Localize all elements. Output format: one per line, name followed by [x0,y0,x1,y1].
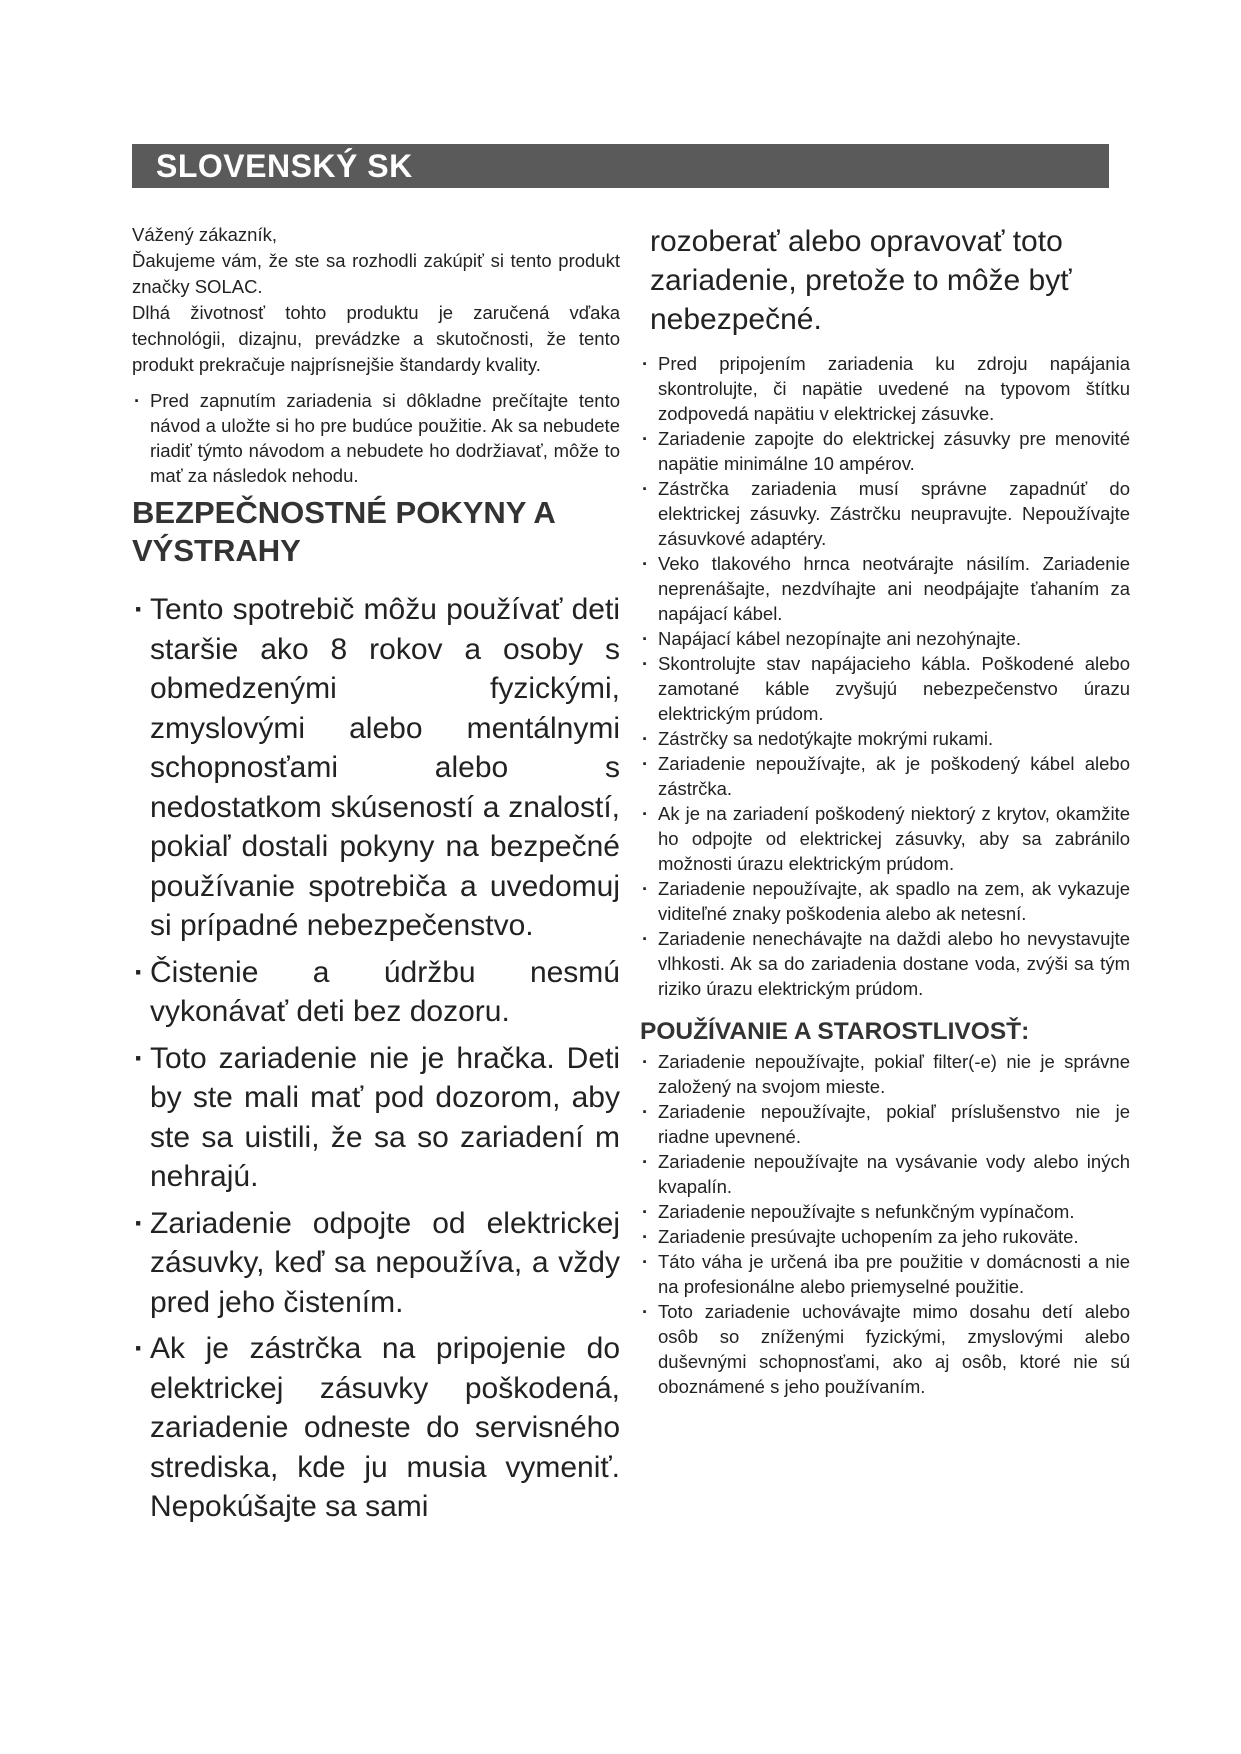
list-item: · Ak je na zariadení poškodený niektorý z krytov, okamžite ho odpojte od elektrickej zásuvky, aby sa zabránilo možnosti úrazu elektrickým prúdom. [640,801,1130,876]
list-item: · Zástrčky sa nedotýkajte mokrými rukami. [640,726,1130,751]
list-item: · Zariadenie nepoužívajte s nefunkčným vypínačom. [640,1199,1130,1224]
list-item: · Pred zapnutím zariadenia si dôkladne prečítajte tento návod a uložte si ho pre budúce použitie. Ak sa nebudete riadiť týmto návodom a nebudete ho dodržiavať, môže to mať za následok nehodu. [132,388,620,488]
list-item: · Pred pripojením zariadenia ku zdroju napájania skontrolujte, či napätie uvedené na typovom štítku zodpovedá napätiu v elektrickej zásuvke. [640,351,1130,426]
continued-warning: rozoberať alebo opravovať toto zariadenie, pretože to môže byť nebezpečné. [650,225,1072,336]
usage-list [640,1049,1130,1399]
list-item: · Skontrolujte stav napájacieho kábla. Poškodené alebo zamotané káble zvyšujú nebezpečenstvo úrazu elektrickým prúdom. [640,651,1130,726]
list-item: · Tento spotrebič môžu používať deti staršie ako 8 rokov a osoby s obmedzenými fyzickými, zmyslovými alebo mentálnymi schopnosťami alebo s nedostatkom skúseností a znalostí, pokiaľ dostali pokyny na bezpečné používanie spotrebiča a uvedomuj si prípadné nebezpečenstvo. [132,590,620,946]
right-column [640,222,1130,1399]
list-item: · Zariadenie nenechávajte na daždi alebo ho nevystavujte vlhkosti. Ak sa do zariadenia dostane voda, zvýši sa tým riziko úrazu elektrickým prúdom. [640,926,1130,1001]
list-item: · Zariadenie presúvajte uchopením za jeho rukoväte. [640,1224,1130,1249]
intro-list [132,388,620,488]
list-item: · Zariadenie nepoužívajte, pokiaľ príslušenstvo nie je riadne upevnené. [640,1099,1130,1149]
list-item: · Zariadenie nepoužívajte, ak je poškodený kábel alebo zástrčka. [640,751,1130,801]
quality-paragraph: Dlhá životnosť tohto produktu je zaručená vďaka technológii, dizajnu, prevádzke a skutočnosti, že tento produkt prekračuje najprísnejšie štandardy kvality. [132,302,620,375]
list-item: · Napájací kábel nezopínajte ani nezohýnajte. [640,626,1130,651]
safety-list [640,351,1130,1001]
list-item: · Zariadenie nepoužívajte na vysávanie vody alebo iných kvapalín. [640,1149,1130,1199]
list-item: · Zariadenie nepoužívajte, pokiaľ filter(-e) nie je správne založený na svojom mieste. [640,1049,1130,1099]
list-item: · Veko tlakového hrnca neotvárajte násilím. Zariadenie neprenášajte, nezdvíhajte ani neodpájajte ťahaním za napájací kábel. [640,551,1130,626]
list-item: · Čistenie a údržbu nesmú vykonávať deti bez dozoru. [132,953,620,1032]
safety-heading: BEZPEČNOSTNÉ POKYNY A VÝSTRAHY [132,495,555,568]
usage-heading: POUŽÍVANIE A STAROSTLIVOSŤ: [640,1018,1030,1045]
left-column [132,222,620,1534]
thanks-paragraph: Ďakujeme vám, že ste sa rozhodli zakúpiť si tento produkt značky SOLAC. [132,250,620,297]
language-header: SLOVENSKÝ SK [132,144,1109,188]
list-item: · Ak je zástrčka na pripojenie do elektrickej zásuvky poškodená, zariadenie odneste do servisného strediska, kde ju musia vymeniť. Nepokúšajte sa sami [132,1329,620,1527]
list-item: · Zariadenie odpojte od elektrickej zásuvky, keď sa nepoužíva, a vždy pred jeho čistením. [132,1204,620,1323]
salutation: Vážený zákazník, [132,224,277,245]
list-item: · Zariadenie zapojte do elektrickej zásuvky pre menovité napätie minimálne 10 ampérov. [640,426,1130,476]
list-item: · Zariadenie nepoužívajte, ak spadlo na zem, ak vykazuje viditeľné znaky poškodenia alebo ak netesní. [640,876,1130,926]
list-item: · Toto zariadenie uchovávajte mimo dosahu detí alebo osôb so zníženými fyzickými, zmyslovými alebo duševnými schopnosťami, ako aj osôb, ktoré nie sú oboznámené s jeho používaním. [640,1299,1130,1399]
safety-large-list [132,590,620,1527]
list-item: · Táto váha je určená iba pre použitie v domácnosti a nie na profesionálne alebo priemyselné použitie. [640,1249,1130,1299]
list-item: · Zástrčka zariadenia musí správne zapadnúť do elektrickej zásuvky. Zástrčku neupravujte. Nepoužívajte zásuvkové adaptéry. [640,476,1130,551]
list-item: · Toto zariadenie nie je hračka. Deti by ste mali mať pod dozorom, aby ste sa uistili, že sa so zariadení m nehrajú. [132,1039,620,1197]
